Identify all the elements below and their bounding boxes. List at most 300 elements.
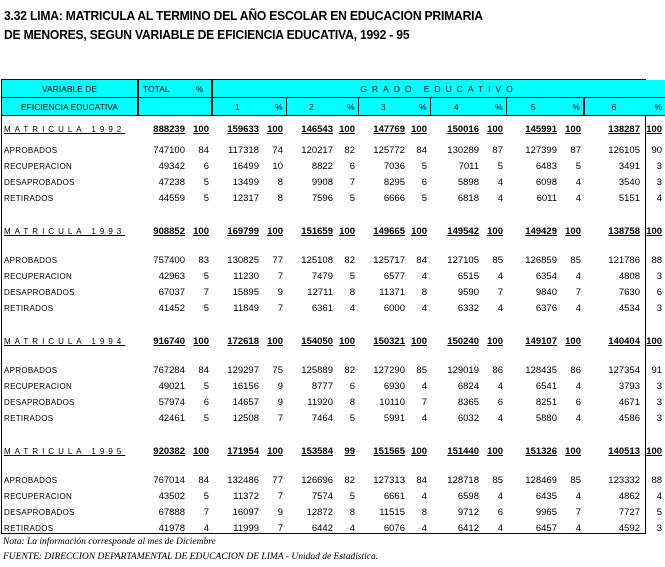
percent-cell: 4 [421, 380, 427, 392]
count-cell: 128718 [447, 474, 479, 486]
count-cell: 138287 [608, 123, 640, 135]
row-label: RECUPERACION [4, 491, 73, 501]
percent-cell: 100 [646, 335, 663, 347]
count-cell: 47238 [158, 176, 185, 188]
percent-cell: 5 [203, 412, 209, 424]
count-cell: 13499 [232, 176, 259, 188]
count-cell: 6032 [457, 412, 479, 424]
percent-cell: 8 [277, 192, 283, 204]
count-cell: 6412 [457, 522, 479, 534]
percent-cell: 85 [416, 364, 427, 376]
percent-cell: 8 [277, 176, 283, 188]
percent-cell: 3 [656, 270, 663, 282]
count-cell: 4586 [618, 412, 640, 424]
percent-cell: 4 [349, 302, 355, 314]
count-cell: 6354 [535, 270, 557, 282]
percent-cell: 4 [497, 380, 503, 392]
table-row [2, 252, 665, 268]
count-cell: 7727 [618, 506, 640, 518]
row-label: DESAPROBADOS [4, 177, 75, 187]
percent-cell: 100 [193, 445, 209, 457]
percent-cell: 7 [497, 286, 503, 298]
count-cell: 130289 [447, 144, 479, 156]
percent-cell: 100 [193, 225, 209, 237]
percent-cell: 100 [646, 445, 663, 457]
count-cell: 126859 [525, 254, 557, 266]
table-title [4, 6, 483, 44]
percent-cell: 5 [497, 160, 503, 172]
percent-cell: 84 [416, 144, 427, 156]
percent-cell: 4 [497, 522, 503, 534]
percent-cell: 5 [349, 412, 355, 424]
percent-cell: 4 [421, 412, 427, 424]
count-cell: 150016 [447, 123, 479, 135]
count-cell: 43502 [158, 490, 185, 502]
table-row [2, 174, 665, 190]
count-cell: 9908 [311, 176, 333, 188]
percent-cell: 6 [421, 176, 427, 188]
source-text: FUENTE: DIRECCION DEPARTAMENTAL DE EDUCACION DE LIMA - Unidad de Estadística. [3, 552, 379, 562]
count-cell: 6376 [535, 302, 557, 314]
percent-cell: 5 [349, 490, 355, 502]
table-row [2, 284, 665, 300]
percent-cell: 4 [575, 270, 581, 282]
count-cell: 15895 [232, 286, 259, 298]
percent-cell: 100 [646, 123, 663, 135]
count-cell: 12317 [232, 192, 259, 204]
percent-cell: 83 [198, 254, 209, 266]
percent-cell: 5 [203, 270, 209, 282]
percent-cell: 7 [575, 506, 581, 518]
count-cell: 6361 [311, 302, 333, 314]
percent-cell: 5 [203, 176, 209, 188]
percent-cell: 4 [575, 380, 581, 392]
percent-cell: 3 [656, 160, 663, 172]
header-grade-3-pct: % [408, 98, 430, 116]
spacer-row [2, 206, 665, 218]
percent-cell: 6 [203, 160, 209, 172]
percent-cell: 5 [203, 380, 209, 392]
percent-cell: 100 [487, 123, 503, 135]
count-cell: 9840 [535, 286, 557, 298]
note-text: Nota: La información corresponde al mes de Diciembre [3, 537, 216, 547]
percent-cell: 4 [421, 522, 427, 534]
percent-cell: 82 [344, 474, 355, 486]
percent-cell: 3 [656, 522, 663, 534]
count-cell: 127105 [447, 254, 479, 266]
percent-cell: 100 [267, 335, 283, 347]
percent-cell: 7 [277, 490, 283, 502]
percent-cell: 100 [565, 225, 581, 237]
count-cell: 41452 [158, 302, 185, 314]
percent-cell: 99 [344, 445, 355, 457]
percent-cell: 100 [487, 335, 503, 347]
percent-cell: 77 [272, 254, 283, 266]
percent-cell: 100 [193, 335, 209, 347]
table-row [2, 190, 665, 206]
header-grade-2: 2 [286, 98, 336, 116]
count-cell: 6483 [535, 160, 557, 172]
table-row [2, 488, 665, 504]
percent-cell: 4 [575, 522, 581, 534]
percent-cell: 6 [497, 396, 503, 408]
percent-cell: 100 [339, 335, 355, 347]
table-row [2, 378, 665, 394]
count-cell: 147769 [373, 123, 405, 135]
count-cell: 747100 [153, 144, 185, 156]
count-cell: 121786 [608, 254, 640, 266]
row-label: APROBADOS [4, 255, 58, 265]
count-cell: 67037 [158, 286, 185, 298]
percent-cell: 85 [570, 254, 581, 266]
table-row [2, 410, 665, 426]
percent-cell: 5 [656, 506, 663, 518]
percent-cell: 84 [198, 144, 209, 156]
header-grade-1-pct: % [262, 98, 286, 116]
table-row [2, 142, 665, 158]
percent-cell: 4 [497, 270, 503, 282]
header-grade-5: 5 [506, 98, 560, 116]
count-cell: 8365 [457, 396, 479, 408]
count-cell: 169799 [227, 225, 259, 237]
row-label: RETIRADOS [4, 193, 54, 203]
header-grado-educativo: GRADO EDUCATIVO [212, 80, 665, 98]
row-label: APROBADOS [4, 475, 58, 485]
count-cell: 5880 [535, 412, 557, 424]
percent-cell: 6 [203, 396, 209, 408]
count-cell: 145991 [525, 123, 557, 135]
count-cell: 57974 [158, 396, 185, 408]
count-cell: 888239 [153, 123, 185, 135]
percent-cell: 4 [421, 270, 427, 282]
count-cell: 4534 [618, 302, 640, 314]
count-cell: 123332 [608, 474, 640, 486]
percent-cell: 82 [344, 144, 355, 156]
count-cell: 6824 [457, 380, 479, 392]
row-label: RETIRADOS [4, 413, 54, 423]
percent-cell: 4 [497, 176, 503, 188]
percent-cell: 4 [656, 192, 663, 204]
count-cell: 6577 [383, 270, 405, 282]
header-grade-1: 1 [212, 98, 262, 116]
count-cell: 8822 [311, 160, 333, 172]
row-label: DESAPROBADOS [4, 287, 75, 297]
count-cell: 151659 [301, 225, 333, 237]
count-cell: 67888 [158, 506, 185, 518]
count-cell: 125108 [301, 254, 333, 266]
percent-cell: 100 [267, 225, 283, 237]
percent-cell: 8 [349, 506, 355, 518]
count-cell: 9965 [535, 506, 557, 518]
percent-cell: 9 [277, 286, 283, 298]
table-row [2, 300, 665, 316]
percent-cell: 82 [344, 364, 355, 376]
count-cell: 8295 [383, 176, 405, 188]
row-label: RETIRADOS [4, 303, 54, 313]
percent-cell: 100 [339, 123, 355, 135]
data-table-container [1, 79, 663, 534]
percent-cell: 7 [277, 302, 283, 314]
count-cell: 41978 [158, 522, 185, 534]
count-cell: 132486 [227, 474, 259, 486]
percent-cell: 3 [656, 396, 663, 408]
title-line-2: DE MENORES, SEGUN VARIABLE DE EFICIENCIA EDUCATIVA, 1992 - 95 [4, 27, 410, 42]
percent-cell: 4 [497, 192, 503, 204]
percent-cell: 5 [421, 192, 427, 204]
percent-cell: 8 [349, 286, 355, 298]
percent-cell: 86 [492, 364, 503, 376]
percent-cell: 7 [277, 412, 283, 424]
year-total-row [2, 442, 665, 460]
count-cell: 12711 [307, 286, 333, 298]
count-cell: 6076 [383, 522, 405, 534]
count-cell: 12508 [232, 412, 259, 424]
count-cell: 11920 [307, 396, 333, 408]
count-cell: 9590 [457, 286, 479, 298]
percent-cell: 4 [349, 522, 355, 534]
percent-cell: 100 [411, 225, 427, 237]
year-label: MATRICULA 1992 [4, 124, 126, 134]
count-cell: 127354 [608, 364, 640, 376]
count-cell: 154050 [301, 335, 333, 347]
percent-cell: 5 [421, 160, 427, 172]
count-cell: 6661 [383, 490, 405, 502]
header-grade-4-pct: % [482, 98, 506, 116]
percent-cell: 5 [349, 270, 355, 282]
count-cell: 127290 [373, 364, 405, 376]
percent-cell: 84 [416, 474, 427, 486]
count-cell: 125889 [301, 364, 333, 376]
percent-cell: 4 [575, 412, 581, 424]
percent-cell: 100 [411, 123, 427, 135]
percent-cell: 85 [492, 254, 503, 266]
count-cell: 149542 [447, 225, 479, 237]
count-cell: 6011 [536, 192, 557, 204]
percent-cell: 3 [656, 176, 663, 188]
count-cell: 5898 [457, 176, 479, 188]
percent-cell: 100 [411, 445, 427, 457]
count-cell: 5151 [618, 192, 640, 204]
table-row [2, 394, 665, 410]
percent-cell: 7 [203, 286, 209, 298]
percent-cell: 7 [203, 506, 209, 518]
table-row [2, 268, 665, 284]
count-cell: 42461 [158, 412, 185, 424]
count-cell: 6541 [535, 380, 557, 392]
spacer-row [2, 240, 665, 252]
count-cell: 12872 [306, 506, 333, 518]
percent-cell: 6 [349, 380, 355, 392]
count-cell: 11371 [379, 286, 405, 298]
percent-cell: 8 [349, 396, 355, 408]
count-cell: 6515 [457, 270, 479, 282]
percent-cell: 87 [570, 144, 581, 156]
count-cell: 7464 [311, 412, 333, 424]
year-total-row [2, 332, 665, 350]
percent-cell: 4 [575, 302, 581, 314]
count-cell: 149107 [525, 335, 557, 347]
count-cell: 125717 [373, 254, 405, 266]
count-cell: 128435 [525, 364, 557, 376]
table-row [2, 504, 665, 520]
header-variable: VARIABLE DE [2, 80, 138, 98]
table-body [2, 116, 665, 549]
count-cell: 6000 [383, 302, 405, 314]
percent-cell: 6 [656, 286, 663, 298]
header-grade-3: 3 [358, 98, 408, 116]
count-cell: 6598 [457, 490, 479, 502]
count-cell: 6442 [311, 522, 333, 534]
table-row [2, 472, 665, 488]
count-cell: 3491 [618, 160, 640, 172]
percent-cell: 87 [492, 144, 503, 156]
percent-cell: 4 [575, 192, 581, 204]
count-cell: 7479 [311, 270, 333, 282]
percent-cell: 8 [421, 286, 427, 298]
count-cell: 149665 [373, 225, 405, 237]
count-cell: 128469 [525, 474, 557, 486]
header-total: TOTAL [138, 80, 188, 98]
row-label: RECUPERACION [4, 381, 73, 391]
count-cell: 14657 [232, 396, 259, 408]
spacer-row [2, 350, 665, 362]
percent-cell: 3 [656, 380, 663, 392]
percent-cell: 100 [487, 225, 503, 237]
count-cell: 7011 [458, 160, 479, 172]
percent-cell: 10 [272, 160, 283, 172]
header-grade-6-pct: % [643, 98, 665, 116]
percent-cell: 6 [575, 396, 581, 408]
percent-cell: 4 [497, 302, 503, 314]
year-total-row [2, 120, 665, 138]
count-cell: 146543 [301, 123, 333, 135]
count-cell: 916740 [153, 335, 185, 347]
table-row [2, 520, 665, 536]
percent-cell: 4 [497, 412, 503, 424]
count-cell: 140513 [608, 445, 640, 457]
count-cell: 10110 [379, 396, 405, 408]
count-cell: 138758 [608, 225, 640, 237]
percent-cell: 85 [570, 474, 581, 486]
count-cell: 6930 [383, 380, 405, 392]
percent-cell: 4 [203, 522, 209, 534]
count-cell: 172618 [227, 335, 259, 347]
count-cell: 6666 [383, 192, 405, 204]
row-label: APROBADOS [4, 145, 58, 155]
count-cell: 11999 [233, 522, 259, 534]
count-cell: 125772 [373, 144, 405, 156]
title-line-1: 3.32 LIMA: MATRICULA AL TERMINO DEL AÑO ESCOLAR EN EDUCACION PRIMARIA [4, 8, 483, 23]
percent-cell: 84 [416, 254, 427, 266]
count-cell: 8251 [535, 396, 557, 408]
enrollment-table [2, 80, 665, 548]
table-row [2, 158, 665, 174]
count-cell: 8777 [311, 380, 333, 392]
percent-cell: 7 [575, 286, 581, 298]
count-cell: 49342 [158, 160, 185, 172]
count-cell: 6818 [457, 192, 479, 204]
count-cell: 4671 [618, 396, 640, 408]
header-grade-4: 4 [430, 98, 482, 116]
count-cell: 171954 [227, 445, 259, 457]
count-cell: 7574 [311, 490, 333, 502]
count-cell: 140404 [608, 335, 640, 347]
count-cell: 127399 [525, 144, 557, 156]
header-variable-line2: EFICIENCIA EDUCATIVA [2, 98, 138, 116]
percent-cell: 100 [487, 445, 503, 457]
count-cell: 159633 [227, 123, 259, 135]
percent-cell: 9 [277, 380, 283, 392]
count-cell: 16097 [232, 506, 259, 518]
count-cell: 5991 [383, 412, 405, 424]
percent-cell: 5 [349, 192, 355, 204]
percent-cell: 4 [656, 490, 663, 502]
percent-cell: 7 [421, 396, 427, 408]
percent-cell: 84 [198, 474, 209, 486]
count-cell: 44559 [158, 192, 185, 204]
count-cell: 149429 [525, 225, 557, 237]
percent-cell: 5 [203, 302, 209, 314]
count-cell: 7036 [383, 160, 405, 172]
spacer-row [2, 426, 665, 438]
count-cell: 11515 [379, 506, 405, 518]
count-cell: 6098 [535, 176, 557, 188]
count-cell: 11372 [233, 490, 259, 502]
row-label: RECUPERACION [4, 271, 73, 281]
count-cell: 757400 [153, 254, 185, 266]
percent-cell: 3 [656, 302, 663, 314]
count-cell: 3540 [618, 176, 640, 188]
percent-cell: 5 [575, 160, 581, 172]
percent-cell: 100 [565, 335, 581, 347]
header-grade-6: 6 [584, 98, 643, 116]
percent-cell: 77 [272, 474, 283, 486]
count-cell: 127313 [373, 474, 405, 486]
count-cell: 16156 [232, 380, 259, 392]
percent-cell: 9 [277, 506, 283, 518]
percent-cell: 6 [497, 506, 503, 518]
count-cell: 6332 [457, 302, 479, 314]
header-grade-5-pct: % [560, 98, 584, 116]
count-cell: 6457 [535, 522, 557, 534]
count-cell: 151565 [373, 445, 405, 457]
count-cell: 4862 [618, 490, 640, 502]
count-cell: 4808 [618, 270, 640, 282]
count-cell: 920382 [153, 445, 185, 457]
percent-cell: 4 [421, 490, 427, 502]
percent-cell: 5 [203, 490, 209, 502]
percent-cell: 82 [344, 254, 355, 266]
percent-cell: 7 [277, 522, 283, 534]
count-cell: 6435 [535, 490, 557, 502]
percent-cell: 100 [193, 123, 209, 135]
percent-cell: 88 [651, 254, 663, 266]
count-cell: 153584 [301, 445, 333, 457]
count-cell: 11849 [233, 302, 259, 314]
year-total-row [2, 222, 665, 240]
percent-cell: 85 [492, 474, 503, 486]
row-label: DESAPROBADOS [4, 397, 75, 407]
percent-cell: 74 [272, 144, 283, 156]
percent-cell: 5 [203, 192, 209, 204]
percent-cell: 75 [272, 364, 283, 376]
count-cell: 767014 [153, 474, 185, 486]
count-cell: 151440 [447, 445, 479, 457]
count-cell: 129297 [227, 364, 259, 376]
row-label: RECUPERACION [4, 161, 73, 171]
count-cell: 150321 [373, 335, 405, 347]
row-label: DESAPROBADOS [4, 507, 75, 517]
